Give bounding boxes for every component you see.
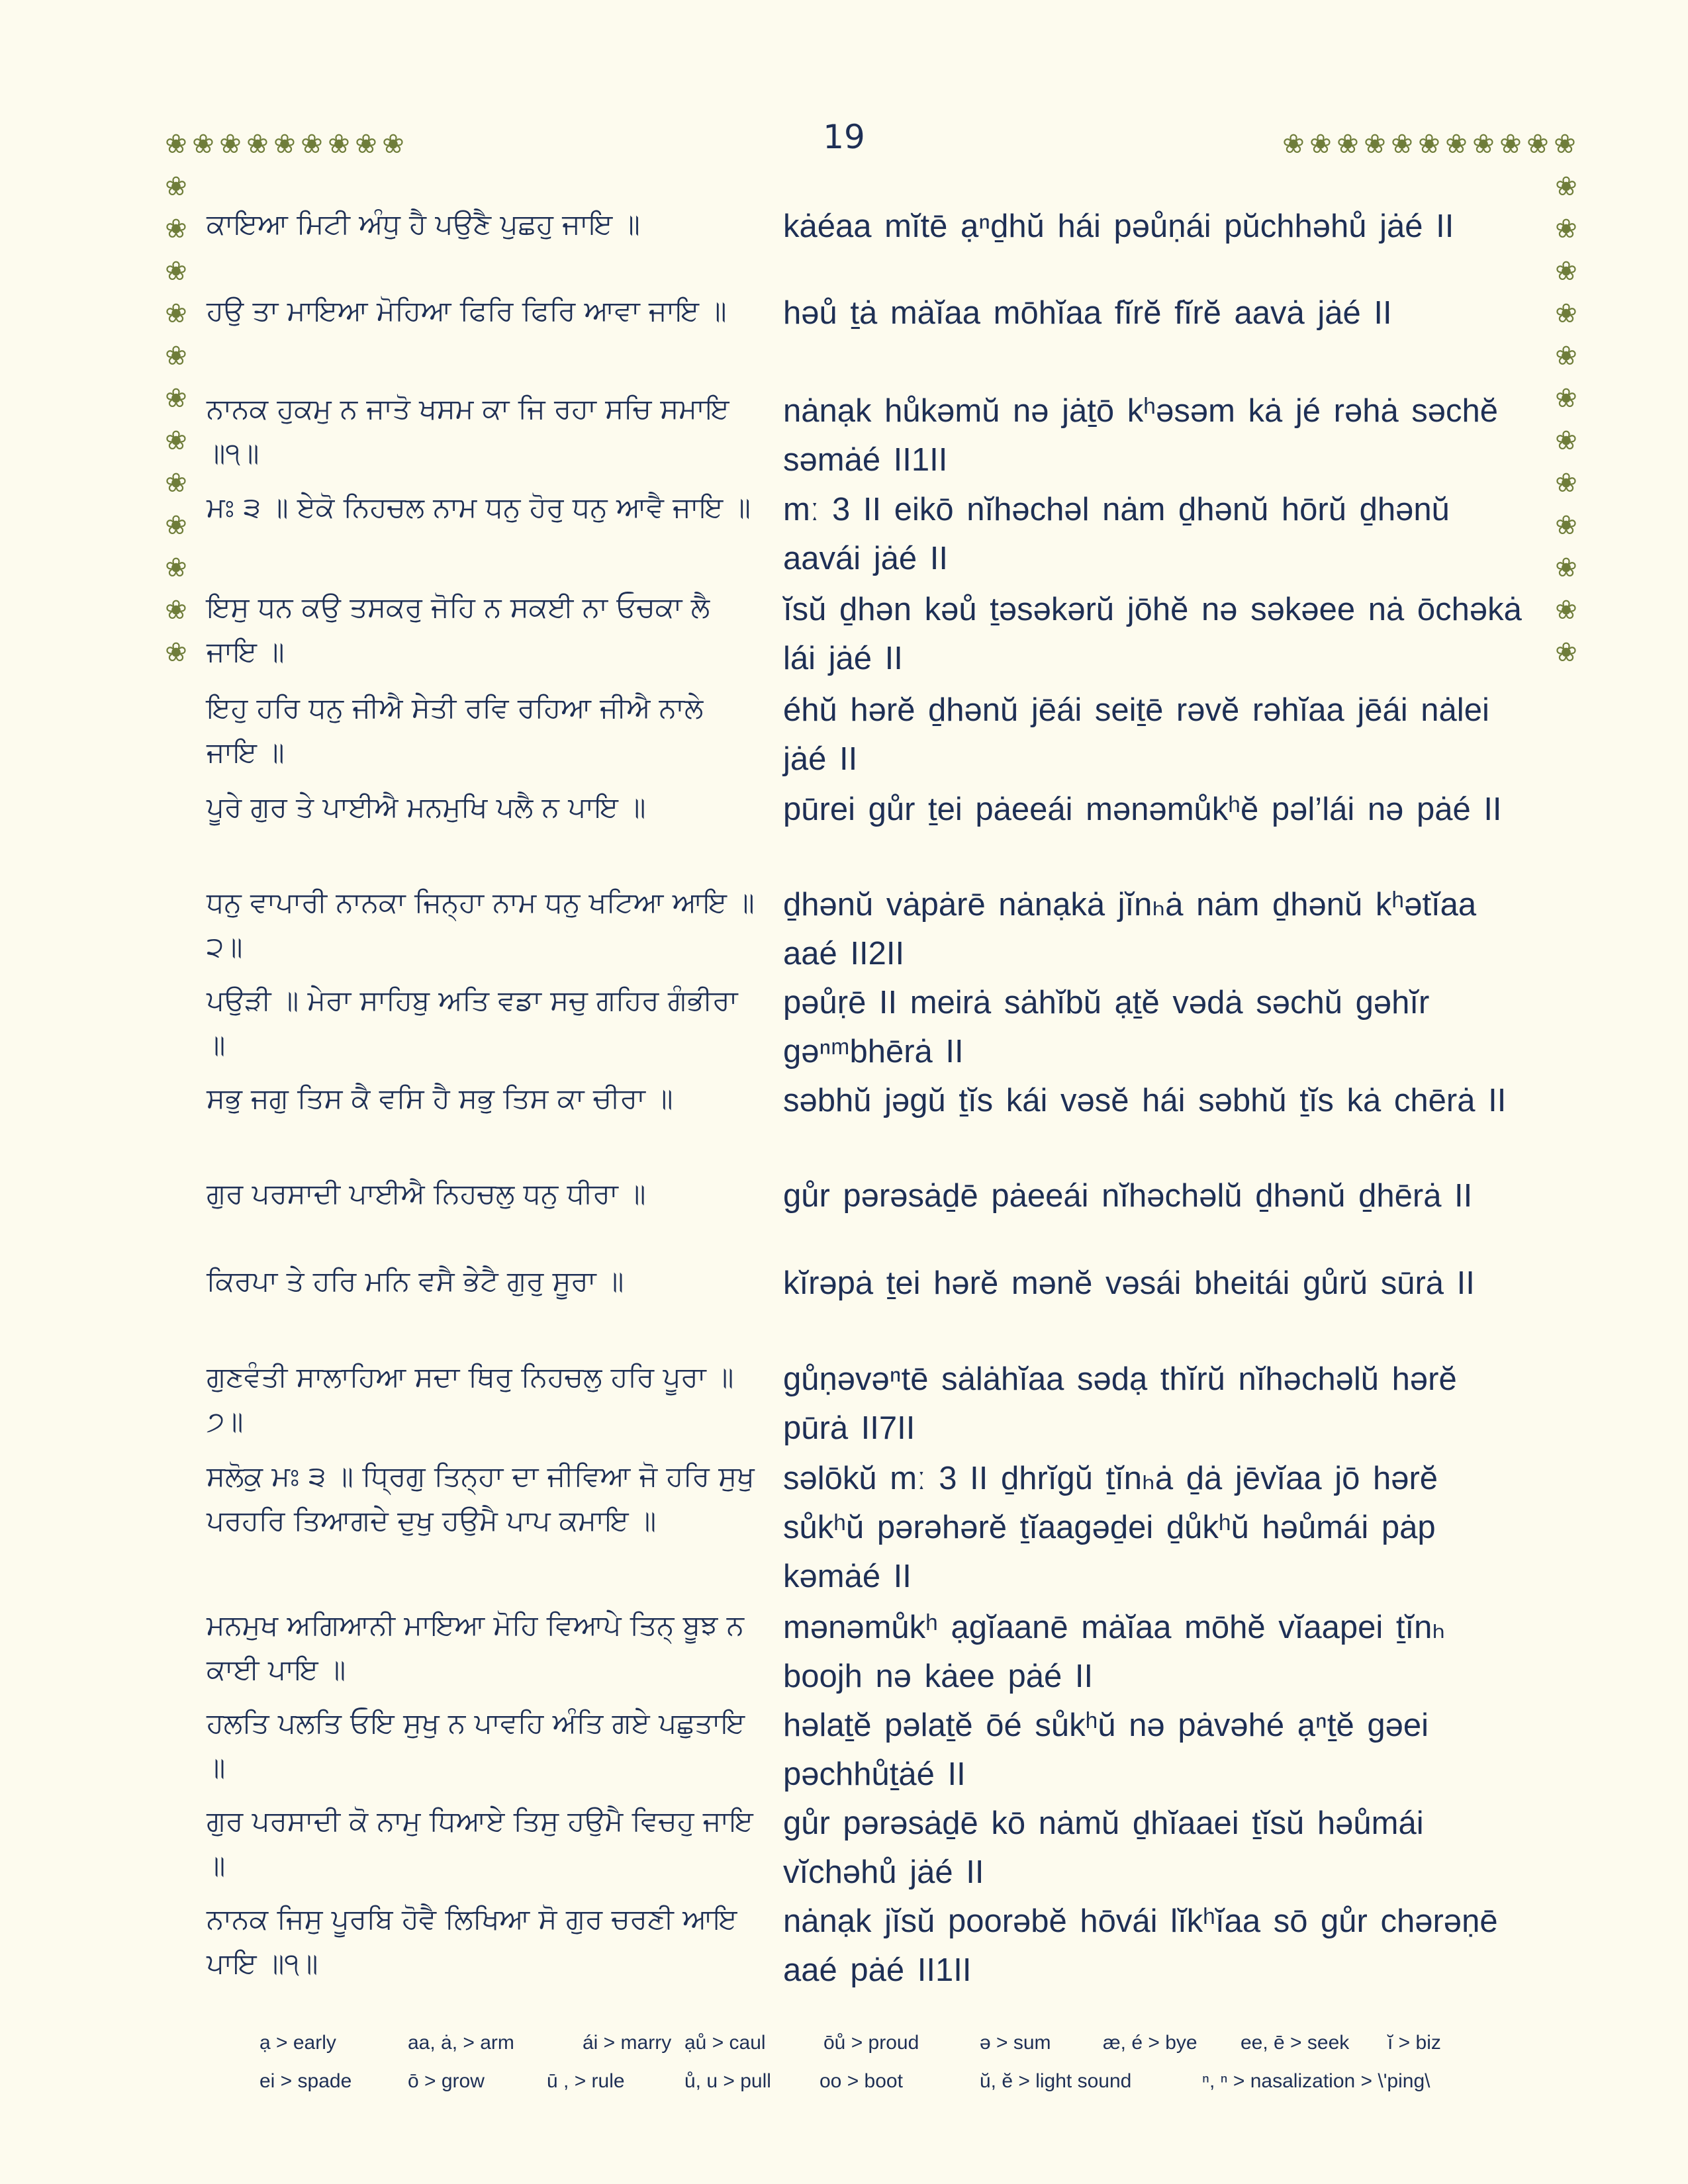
legend-item: oo > boot [820, 2070, 903, 2092]
rosette-flower-icon: ❀ [328, 129, 350, 159]
rosette-flower-icon: ❀ [165, 468, 187, 498]
rosette-flower-icon: ❀ [1336, 129, 1359, 159]
legend-item: ōů > proud [823, 2032, 919, 2054]
rosette-flower-icon: ❀ [1309, 129, 1332, 159]
rosette-flower-icon: ❀ [1555, 214, 1577, 244]
rosette-flower-icon: ❀ [1282, 129, 1305, 159]
rosette-flower-icon: ❀ [1555, 298, 1577, 329]
legend-item: ō > grow [408, 2070, 485, 2092]
legend-item: ạů > caul [684, 2032, 766, 2054]
rosette-flower-icon: ❀ [1555, 468, 1577, 498]
rosette-flower-icon: ❀ [1418, 129, 1440, 159]
rosette-flower-icon: ❀ [246, 129, 269, 159]
transliteration-line: ĭsŭ ḏhən kəů ṯəsəkərŭ jōhĕ nə səkəee nȧ ōchəkȧ lái jȧé II [783, 592, 1522, 676]
page-number: 19 [823, 118, 865, 156]
legend-item: ĭ > biz [1387, 2032, 1441, 2054]
transliteration-line: nȧnạk jĭsŭ poorəbĕ hōvái lĭkʰĭaa sō gůr chərəṇē aaé pȧé II1II [783, 1903, 1498, 1988]
legend-item: ŭ, ĕ > light sound [980, 2070, 1132, 2092]
rosette-flower-icon: ❀ [165, 510, 187, 541]
rosette-flower-icon: ❀ [1554, 129, 1576, 159]
transliteration-line: kȧéaa mĭtē ạⁿḏhŭ hái pəůṇái pŭchhəhů jȧé II [783, 208, 1454, 244]
rosette-flower-icon: ❀ [165, 214, 187, 244]
transliteration-line: səbhŭ jəgŭ ṯĭs kái vəsĕ hái səbhŭ ṯĭs kȧ chērȧ II [783, 1083, 1507, 1118]
transliteration-line: gůṇəvəⁿtē sȧlȧhĭaa sədạ thĭrŭ nĭhəchəlŭ hərĕ pūrȧ II7II [783, 1361, 1457, 1446]
legend-item: aa, ȧ, > arm [408, 2032, 514, 2054]
rosette-flower-icon: ❀ [165, 298, 187, 329]
rosette-flower-icon: ❀ [355, 129, 377, 159]
gurmukhi-line: ਗੁਰ ਪਰਸਾਦੀ ਕੋ ਨਾਮੁ ਧਿਆਏ ਤਿਸੁ ਹਉਮੈ ਵਿਚਹੁ ਜਾਇ ॥ [207, 1805, 753, 1882]
rosette-flower-icon: ❀ [165, 553, 187, 583]
gurmukhi-line: ਹਉ ਤਾ ਮਾਇਆ ਮੋਹਿਆ ਫਿਰਿ ਫਿਰਿ ਆਵਾ ਜਾਇ ॥ [207, 295, 727, 327]
rosette-flower-icon: ❀ [1526, 129, 1549, 159]
gurmukhi-line: ਗੁਰ ਪਰਸਾਦੀ ਪਾਈਐ ਨਿਹਚਲੁ ਧਨੁ ਧੀਰਾ ॥ [207, 1177, 646, 1210]
rosette-flower-icon: ❀ [1555, 510, 1577, 541]
rosette-flower-icon: ❀ [1499, 129, 1522, 159]
gurmukhi-line: ਧਨੁ ਵਾਪਾਰੀ ਨਾਨਕਾ ਜਿਨ੍ਹਾ ਨਾਮ ਧਨੁ ਖਟਿਆ ਆਇ ॥੨॥ [207, 886, 755, 963]
rosette-flower-icon: ❀ [1445, 129, 1468, 159]
transliteration-line: éhŭ hərĕ ḏhənŭ jēái seiṯē rəvĕ rəhĭaa jēái nȧlei jȧé II [783, 692, 1489, 777]
gurmukhi-line: ਪੂਰੇ ਗੁਰ ਤੇ ਪਾਈਐ ਮਨਮੁਖਿ ਪਲੈ ਨ ਪਾਇ ॥ [207, 791, 646, 823]
rosette-flower-icon: ❀ [1364, 129, 1386, 159]
legend-item: ee, ē > seek [1241, 2032, 1350, 2054]
gurmukhi-line: ਸਲੋਕੁ ਮਃ ੩ ॥ ਧ੍ਰਿਗੁ ਤਿਨ੍ਹਾ ਦਾ ਜੀਵਿਆ ਜੋ ਹਰਿ ਸੁਖੁ ਪਰਹਰਿ ਤਿਆਗਦੇ ਦੁਖੁ ਹਉਮੈ ਪਾਪ ਕਮਾਇ ॥ [207, 1460, 755, 1537]
legend-item: ei > spade [259, 2070, 352, 2092]
legend-item: ū , > rule [547, 2070, 625, 2092]
transliteration-line: pəůṛē II meirȧ sȧhĭbŭ ạṯĕ vədȧ səchŭ gəhĭr gəⁿᵐbhērȧ II [783, 985, 1430, 1069]
transliteration-line: mː 3 II eikō nĭhəchəl nȧm ḏhənŭ hōrŭ ḏhənŭ aavái jȧé II [783, 492, 1450, 576]
transliteration-line: kĭrəpȧ ṯei hərĕ mənĕ vəsái bheitái gůrŭ sūrȧ II [783, 1265, 1475, 1301]
rosette-flower-icon: ❀ [1555, 553, 1577, 583]
gurmukhi-line: ਇਸੁ ਧਨ ਕਉ ਤਸਕਰੁ ਜੋਹਿ ਨ ਸਕਈ ਨਾ ਓਚਕਾ ਲੈ ਜਾਇ ॥ [207, 591, 710, 668]
transliteration-line: mənəmůkʰ ạgĭaanē mȧĭaa mōhĕ vĭaapei ṯĭnₕ boojh nə kȧee pȧé II [783, 1610, 1446, 1694]
gurmukhi-line: ਗੁਣਵੰਤੀ ਸਾਲਾਹਿਆ ਸਦਾ ਥਿਰੁ ਨਿਹਚਲੁ ਹਰਿ ਪੂਰਾ ॥੭॥ [207, 1361, 734, 1437]
gurmukhi-line: ਪਉੜੀ ॥ ਮੇਰਾ ਸਾਹਿਬੁ ਅਤਿ ਵਡਾ ਸਚੁ ਗਹਿਰ ਗੰਭੀਰਾ ॥ [207, 984, 738, 1061]
rosette-flower-icon: ❀ [165, 426, 187, 456]
transliteration-line: səlōkŭ mː 3 II ḏhrĭgŭ ṯĭnₕȧ ḏȧ jēvĭaa jō hərĕ sůkʰŭ pərəhərĕ ṯĭaagəḏei ḏůkʰŭ həůmái pȧp kəmȧé II [783, 1461, 1438, 1594]
transliteration-line: nȧnạk hůkəmŭ nə jȧṯō kʰəsəm kȧ jé rəhȧ səchĕ səmȧé II1II [783, 393, 1499, 478]
rosette-flower-icon: ❀ [1391, 129, 1413, 159]
legend-item: ạ > early [259, 2032, 336, 2054]
legend-item: æ, é > bye [1103, 2032, 1197, 2054]
rosette-flower-icon: ❀ [301, 129, 323, 159]
rosette-flower-icon: ❀ [273, 129, 296, 159]
transliteration-line: ḏhənŭ vȧpȧrē nȧnạkȧ jĭnₕȧ nȧm ḏhənŭ kʰətĭaa aaé II2II [783, 887, 1477, 972]
rosette-flower-icon: ❀ [165, 383, 187, 414]
transliteration-line: həlaṯĕ pəlaṯĕ ōé sůkʰŭ nə pȧvəhé ạⁿṯĕ gəei pəchhůṯȧé II [783, 1707, 1429, 1792]
transliteration-line: pūrei gůr ṯei pȧeeái mənəmůkʰĕ pəl’lái nə pȧé II [783, 792, 1502, 827]
gurmukhi-line: ਨਾਨਕ ਹੁਕਮੁ ਨ ਜਾਤੋ ਖਸਮ ਕਾ ਜਿ ਰਹਾ ਸਚਿ ਸਮਾਇ ॥੧॥ [207, 392, 729, 469]
rosette-flower-icon: ❀ [1555, 595, 1577, 625]
legend-item: ái > marry [583, 2032, 672, 2054]
transliteration-line: həů ṯȧ mȧĭaa mōhĭaa fĭrĕ fĭrĕ aavȧ jȧé II [783, 295, 1392, 331]
gurmukhi-line: ਇਹੁ ਹਰਿ ਧਨੁ ਜੀਐ ਸੇਤੀ ਰਵਿ ਰਹਿਆ ਜੀਐ ਨਾਲੇ ਜਾਇ ॥ [207, 692, 704, 768]
rosette-flower-icon: ❀ [1555, 171, 1577, 202]
rosette-flower-icon: ❀ [165, 129, 187, 159]
legend-item: ů, u > pull [684, 2070, 771, 2092]
rosette-flower-icon: ❀ [1555, 341, 1577, 371]
transliteration-line: gůr pərəsȧḏē kō nȧmŭ ḏhĭaaei ṯĭsŭ həůmái vĭchəhů jȧé II [783, 1805, 1424, 1890]
legend-item: ə > sum [980, 2032, 1051, 2054]
gurmukhi-line: ਕਿਰਪਾ ਤੇ ਹਰਿ ਮਨਿ ਵਸੈ ਭੇਟੈ ਗੁਰੁ ਸੂਰਾ ॥ [207, 1265, 624, 1297]
rosette-flower-icon: ❀ [1555, 637, 1577, 668]
rosette-flower-icon: ❀ [1555, 256, 1577, 287]
gurmukhi-line: ਮਨਮੁਖ ਅਗਿਆਨੀ ਮਾਇਆ ਮੋਹਿ ਵਿਆਪੇ ਤਿਨ੍ ਬੂਝ ਨ ਕਾਈ ਪਾਇ ॥ [207, 1609, 744, 1686]
gurmukhi-line: ਨਾਨਕ ਜਿਸੁ ਪੂਰਬਿ ਹੋਵੈ ਲਿਖਿਆ ਸੋ ਗੁਰ ਚਰਣੀ ਆਇ ਪਾਇ ॥੧॥ [207, 1903, 737, 1979]
gurmukhi-line: ਕਾਇਆ ਮਿਟੀ ਅੰਧੁ ਹੈ ਪਉਣੈ ਪੁਛਹੁ ਜਾਇ ॥ [207, 208, 640, 240]
rosette-flower-icon: ❀ [165, 256, 187, 287]
gurmukhi-line: ਹਲਤਿ ਪਲਤਿ ਓਇ ਸੁਖੁ ਨ ਪਾਵਹਿ ਅੰਤਿ ਗਏ ਪਛੁਤਾਇ ॥ [207, 1707, 745, 1784]
rosette-flower-icon: ❀ [1555, 426, 1577, 456]
rosette-flower-icon: ❀ [1472, 129, 1495, 159]
legend-item: ⁿ, ⁿ > nasalization > \'ping\ [1202, 2070, 1430, 2092]
rosette-flower-icon: ❀ [219, 129, 242, 159]
gurmukhi-line: ਮਃ ੩ ॥ ਏਕੋ ਨਿਹਚਲ ਨਾਮ ਧਨੁ ਹੋਰੁ ਧਨੁ ਆਵੈ ਜਾਇ ॥ [207, 491, 751, 523]
rosette-flower-icon: ❀ [165, 341, 187, 371]
rosette-flower-icon: ❀ [1555, 383, 1577, 414]
rosette-flower-icon: ❀ [165, 171, 187, 202]
pronunciation-legend [0, 2025, 1688, 2105]
rosette-flower-icon: ❀ [192, 129, 214, 159]
gurmukhi-line: ਸਭੁ ਜਗੁ ਤਿਸ ਕੈ ਵਸਿ ਹੈ ਸਭੁ ਤਿਸ ਕਾ ਚੀਰਾ ॥ [207, 1082, 673, 1115]
rosette-flower-icon: ❀ [165, 637, 187, 668]
rosette-flower-icon: ❀ [165, 595, 187, 625]
transliteration-line: gůr pərəsȧḏē pȧeeái nĭhəchəlŭ ḏhənŭ ḏhērȧ II [783, 1178, 1473, 1214]
rosette-flower-icon: ❀ [382, 129, 404, 159]
